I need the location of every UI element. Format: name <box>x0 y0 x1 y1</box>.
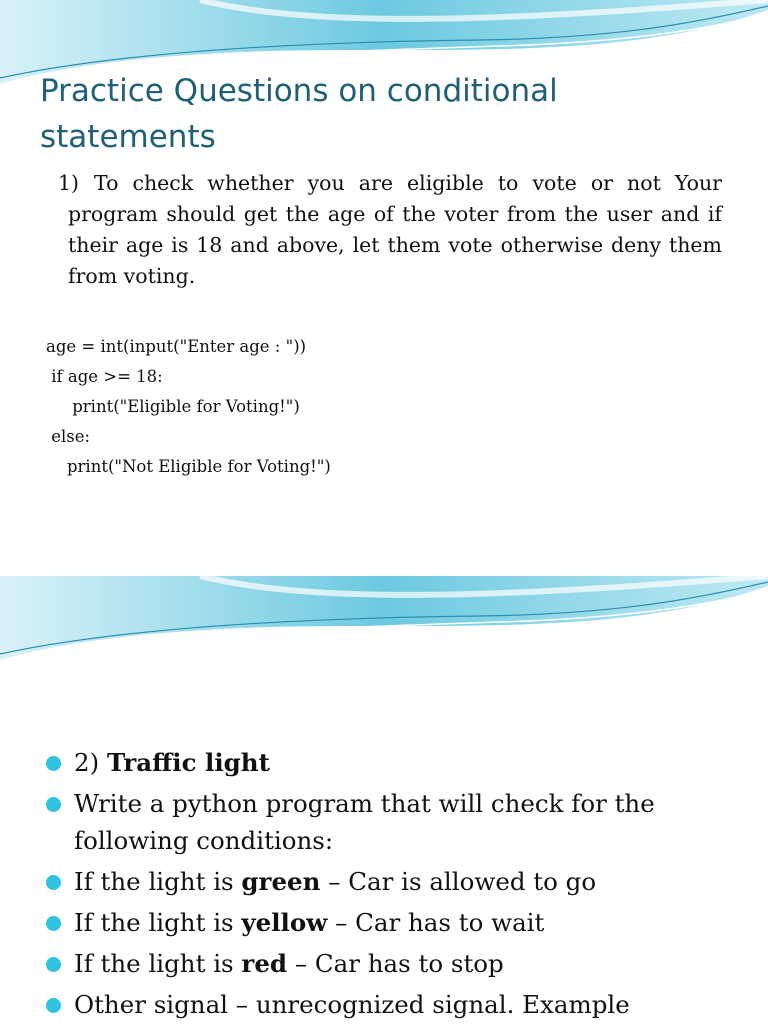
bullet-text: – Car is allowed to go <box>320 867 597 896</box>
list-item <box>46 744 746 781</box>
code-line: else: <box>46 427 91 446</box>
question-1-number: 1) <box>58 171 80 195</box>
code-block <box>46 332 331 482</box>
bullet-dot-icon <box>46 797 61 812</box>
list-item <box>46 785 746 859</box>
bullet-text: If the light is <box>74 908 242 937</box>
list-item <box>46 986 746 1023</box>
header-wave-decoration <box>0 576 768 666</box>
list-item <box>46 863 746 900</box>
bullet-text: If the light is <box>74 867 242 896</box>
bullet-dot-icon <box>46 916 61 931</box>
bullet-bold-text: red <box>241 949 288 978</box>
bullet-bold-text: yellow <box>241 908 328 937</box>
question-1 <box>58 168 722 292</box>
list-item <box>46 904 746 941</box>
bullet-bold-text: Traffic light <box>106 748 270 777</box>
slide-2 <box>0 576 768 1024</box>
bullet-dot-icon <box>46 756 61 771</box>
bullet-dot-icon <box>46 998 61 1013</box>
code-line: print("Not Eligible for Voting!") <box>46 457 331 476</box>
bullet-text: Other signal – unrecognized signal. Example <box>74 990 630 1019</box>
bullet-text: – Car has to wait <box>327 908 545 937</box>
bullet-dot-icon <box>46 875 61 890</box>
bullet-text: Write a python program that will check for the following conditions: <box>74 789 655 855</box>
bullet-list <box>46 744 746 1024</box>
bullet-bold-text: green <box>241 867 321 896</box>
question-1-text: To check whether you are eligible to vote or not Your program should get the age of the voter from the user and if their age is 18 and above, let them vote otherwise deny them from voting. <box>68 171 722 288</box>
bullet-dot-icon <box>46 957 61 972</box>
code-line: if age >= 18: <box>46 367 163 386</box>
slide-title: Practice Questions on conditional statements <box>40 73 558 155</box>
bullet-text: If the light is <box>74 949 242 978</box>
list-item <box>46 945 746 982</box>
code-line: age = int(input("Enter age : ")) <box>46 337 307 356</box>
code-line: print("Eligible for Voting!") <box>46 397 300 416</box>
bullet-text: 2) <box>74 748 107 777</box>
bullet-text: – Car has to stop <box>287 949 504 978</box>
